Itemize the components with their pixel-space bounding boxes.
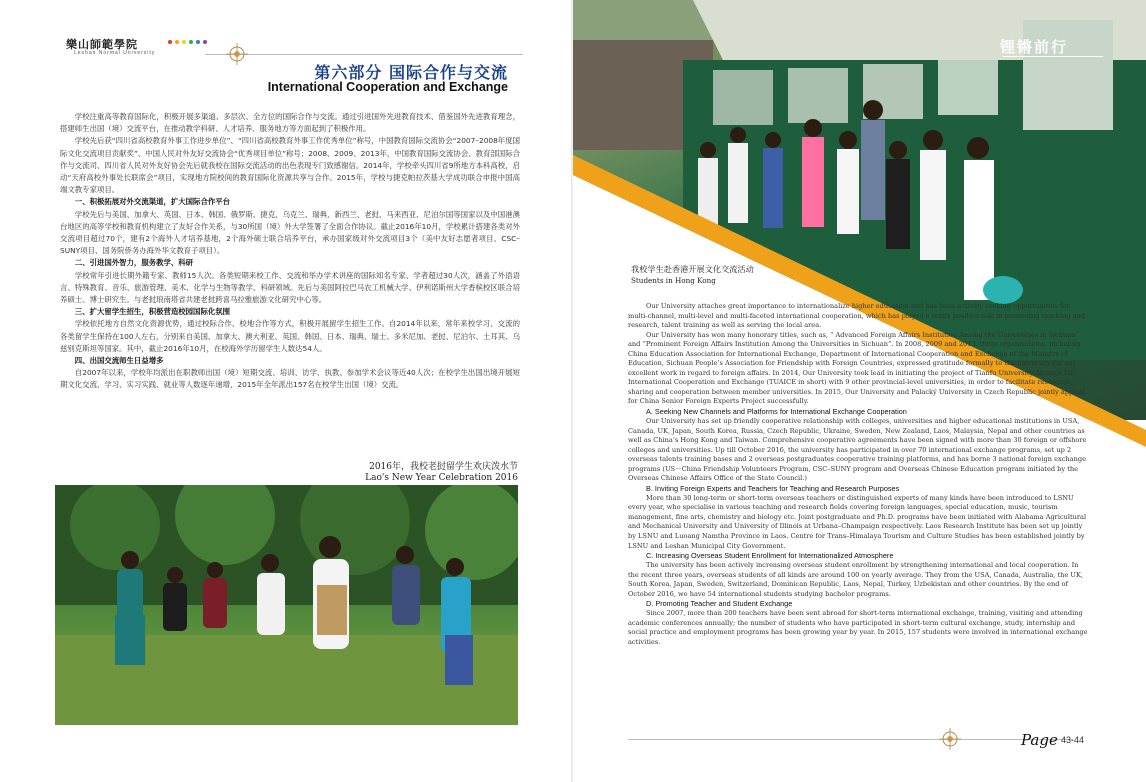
dot-3: [182, 40, 186, 44]
section-title-en: International Cooperation and Exchange: [267, 80, 508, 94]
dot-4: [189, 40, 193, 44]
zh-paragraph: 学校先后与美国、加拿大、英国、日本、韩国、俄罗斯、捷克、乌克兰、瑞典、新西兰、老挝、马来西亚、尼泊尔国等国家以及中国港澳台地区的高等学校和教育机构建立了友好合作关系，与30所国（境）外大学签署了全面合作协议。截止2016年10月，学校累计搭建各类对外交流项目超过70个，建有2个海外人才培养基地，2个海外硕士联合培养平台，承办国家级对外交流项目3个（美中友好志愿者项目、CSC–SUNY项目、国务院侨务办海外华文教育子项目）。: [60, 209, 520, 256]
en-paragraph: Our University has won many honorary titles, such as, “ Advanced Foreign Affairs Institution Among the Universities in Sichuan” and “Prominent Foreign Affairs Institution Among the Universities in Sichuan”. In 2008, 2009 and 2013, three organisations, including China Education Association for International Exchange, Department of International Cooperation and Exchange of the Ministry of Education, Sichuan People’s Association for Friendship with Foreign Countries, expressed gratitude formally to the university for our excellent work in regard to foreign affairs. In 2014, Our University took lead in initiating the project of Tianfu University Alliance for International Cooperation and Exchange (TUAICE in short) with 9 other provincial-level universities, in order to facilitate resources sharing and cooperation between member universities. In 2015, Our University and Palacký University in Czech Republic jointly applied for China Senior Foreign Experts Project successfully.: [628, 330, 1086, 406]
en-heading: B. Inviting Foreign Experts and Teachers for Teaching and Research Purposes: [646, 483, 900, 493]
decorative-dots: [168, 40, 207, 44]
en-heading: C. Increasing Overseas Student Enrollment for Internationalized Atmosphere: [646, 551, 894, 561]
caption-en: Students in Hong Kong: [631, 276, 716, 285]
en-paragraph: The university has been actively increasing overseas student enrollment by strengthening international and local cooperation. In the recent three years, overseas students of all kinds are around 100 on yearly average. They from the USA, Canada, Australia, the UK, South Korea, Japan, Sweden, Switzerland, Dominican Republic, Laos, Nepal, Turkey, Uzbekistan and other countries. By the end of October 2016, we have 54 international students studying bachelor programs.: [628, 561, 1083, 598]
footer-rule: [628, 739, 1073, 740]
section-title-zh: 第六部分 国际合作与交流: [314, 63, 508, 82]
page-number: 43-44: [1061, 735, 1085, 745]
caption-en: Lao's New Year Celebration 2016: [365, 473, 518, 483]
page-label: Page: [1021, 731, 1058, 749]
en-paragraph: Our University has set up friendly cooperative relationship with colleges, universities and higher educational institutions in USA, Canada, UK, Japan, South Korea, Russia, Czech Republic, Ukraine, Sweden, New Zealand, Laos, Malaysia, Nepal and other countries as well as China’s Hong Kong and Taiwan. Comprehensive cooperative agreements have been signed with more than 30 foreign or offshore colleges and universities. Up till October 2016, the university has participated in over 70 international exchange programs, set up 2 overseas talents training bases and 2 overseas postgraduates cooperative training platforms, and has borne 3 national foreign exchange programs (US－China Friendship Volunteers Program, CSC–SUNY program and Overseas Chinese Education program initiated by the Overseas Chinese Affairs Office of the State Council.): [628, 417, 1087, 483]
zh-heading: 二、引进国外智力，服务教学、科研: [74, 258, 194, 268]
en-paragraph: Since 2007, more than 200 teachers have been sent abroad for short-term international exchange, training, visiting and attending academic conferences annually; the number of students who have participated in short-term cultural exchange, study, internship and social practice and employment programs has been growing year by year. In 2015, 157 students were involved in international exchange activities.: [628, 609, 1088, 646]
section-badge: 锂锵前行: [1000, 38, 1069, 56]
dot-2: [175, 40, 179, 44]
university-logo: 樂山師範學院: [62, 36, 142, 50]
header-rule: [205, 54, 523, 55]
zh-paragraph: 学校依托地方自然文化资源优势，通过校际合作、校地合作等方式，积极开展留学生招生工作。自2014年以来，常年来校学习、交流的各类留学生保持在100人左右，分别来自美国、加拿大、澳大利亚、英国、韩国、日本、瑞典、瑞士、多米尼加、老挝、尼泊尔、土耳其、乌兹别克斯坦等国家。其中，截止2016年10月，在校海外学历留学生人数达54人。: [60, 319, 520, 353]
en-heading: D. Promoting Teacher and Student Exchange: [646, 599, 793, 609]
university-logo-subtitle: Leshan Normal University: [74, 50, 156, 56]
caption-zh: 我校学生赴香港开展文化交流活动: [631, 264, 754, 274]
zh-paragraph: 学校常年引进长期外籍专家、教师15人次。各类短期来校工作、交流和举办学术讲座的国际知名专家、学者超过30人次，涵盖了外语语言、特殊教育、音乐、旅游管理、美术、化学与生物等教学、科研领域。先后与美国阿拉巴马农工机械大学、伊利诺斯州大学香槟校区联合培养硕士、博士研究生。与老挝琅南塔省共建老挝跨喜马拉雅旅游文化研究中心等。: [60, 270, 520, 305]
dot-6: [203, 40, 207, 44]
en-paragraph: Our University attaches great importance to internationalize higher education and has been actively seeking opportunities for multi-channel, multi-level and multi-faceted international cooperation, which has played a really positive role in promoting teaching and research, talent training as well as serving the local area.: [628, 302, 1086, 330]
en-paragraph: More than 30 long-term or short-term overseas teachers or distinguished experts of many kinds have been introduced to LSNU every year, who specialise in various teaching and research fields covering foreign languages, special education, music, tourism management, fine arts, chemistry and biology etc. Joint postgraduate and Ph.D. programs have been initiated with Alabama Agricultural and Mechanical University and University of Illinois at Urbana–Champaign respectively. Laos Research Institute has been set up jointly by LSNU and Luoang Namtha Province in Laos. Centre for Trans–Himalaya Tourism and Culture Studies has been established jointly by LSNU and Leshan Municipal City Government.: [628, 493, 1087, 550]
photo-caption-left: [300, 462, 518, 484]
water-festival-photo: [55, 485, 518, 725]
caption-zh: 2016年，我校老挝留学生欢庆泼水节: [369, 462, 518, 472]
zh-paragraph: 自2007年以来，学校年均派出在职教师出国（境）短期交流、培训、访学、执教、参加学术会议等近40人次；在校学生出国出境开展短期文化交流、学习、实习实践、就业等人数逐年递增，2015年全年派出157名在校学生出国（境）交流。: [60, 368, 520, 390]
zh-paragraph: 学校注重高等教育国际化，积极开展多渠道、多层次、全方位的国际合作与交流。通过引进国外先进教育技术、借鉴国外先进教育理念，搭建师生出国（境）交流平台，在推动教学科研、人才培养、服务地方等方面起到了积极作用。: [60, 112, 520, 134]
dot-5: [196, 40, 200, 44]
water-festival-illustration: [55, 485, 518, 725]
badge-rule: [1003, 56, 1103, 57]
photo-caption-right: [631, 263, 754, 287]
right-page: [573, 0, 1146, 782]
dot-1: [168, 40, 172, 44]
compass-icon: [226, 43, 248, 65]
zh-heading: 三、扩大留学生招生，积极营造校园国际化氛围: [74, 307, 231, 317]
english-body-text: [628, 302, 1091, 648]
en-heading: A. Seeking New Channels and Platforms for International Exchange Cooperation: [646, 407, 907, 417]
compass-icon: [939, 728, 961, 750]
zh-heading: 四、出国交流师生日益增多: [74, 356, 164, 366]
zh-heading: 一、积极拓展对外交流渠道，扩大国际合作平台: [74, 197, 231, 207]
zh-paragraph: 学校先后获“四川省高校教育外事工作进步单位”、“四川省高校教育外事工作优秀单位”称号，中国教育国际交流协会“2007–2008年度国际文化交流项目贡献奖”、中国人民对外友好交流协会“优秀项目单位”称号；2008、2009、2013年，中国教育国际交流协会、教育部国际合作与交流司、四川省人民对外友好协会先后就我校在国际交流活动的出色表现专门致感谢信。2014年，学校牵头四川省9所地方本科高校，启动“天府高校外事处长联席会”项目，实现地方院校间的教育国际化资源共享与合作。2015年，学校与捷克帕拉茨基大学成功联合申报中国高端文教专家项目。: [60, 136, 520, 195]
chinese-body-text: [60, 111, 520, 392]
